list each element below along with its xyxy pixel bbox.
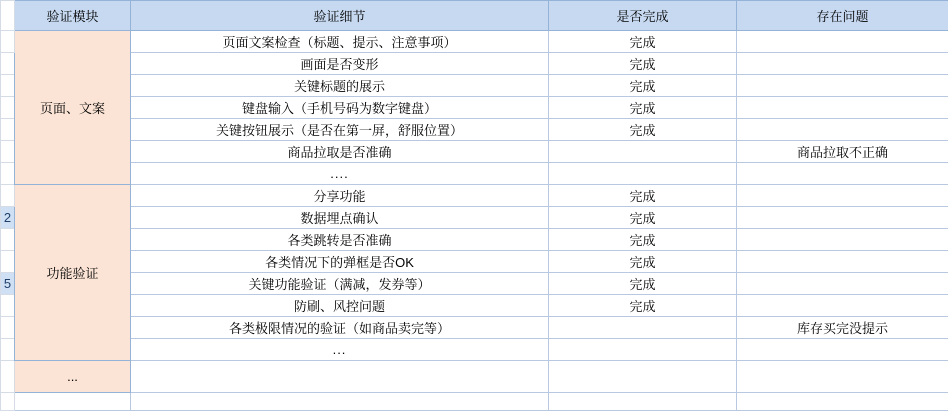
table-row [1,163,948,185]
table-row [1,273,948,295]
table-row [1,207,948,229]
detail-cell[interactable]: 各类情况下的弹框是否OK [131,251,549,273]
detail-cell[interactable]: 数据埋点确认 [131,207,549,229]
table-header [1,1,948,31]
header-row [1,1,948,31]
row-number-cell[interactable]: 5 [1,273,15,295]
detail-cell[interactable]: 页面文案检查（标题、提示、注意事项） [131,31,549,53]
row-number-cell[interactable] [1,119,15,141]
issue-cell[interactable] [737,53,948,75]
issue-cell[interactable] [737,295,948,317]
table-body [1,31,948,411]
issue-cell[interactable]: 商品拉取不正确 [737,141,948,163]
column-header-detail: 验证细节 [131,1,549,31]
done-cell[interactable] [549,361,737,393]
table-row [1,361,948,393]
detail-cell[interactable]: .... [131,163,549,185]
column-header-module: 验证模块 [15,1,131,31]
table-row-empty [1,393,948,411]
issue-cell[interactable] [737,361,948,393]
detail-cell[interactable]: 各类极限情况的验证（如商品卖完等） [131,317,549,339]
done-cell[interactable]: 完成 [549,75,737,97]
detail-cell[interactable]: 关键功能验证（满减，发券等） [131,273,549,295]
column-header-issue: 存在问题 [737,1,948,31]
detail-cell[interactable]: 键盘输入（手机号码为数字键盘） [131,97,549,119]
row-number-cell[interactable] [1,317,15,339]
row-number-cell[interactable] [1,339,15,361]
done-cell[interactable]: 完成 [549,251,737,273]
done-cell[interactable]: 完成 [549,53,737,75]
empty-cell-module[interactable] [15,393,131,411]
issue-cell[interactable]: 库存买完没提示 [737,317,948,339]
done-cell[interactable]: 完成 [549,185,737,207]
detail-cell[interactable] [131,361,549,393]
module-cell-more[interactable]: ... [15,361,131,393]
row-number-cell[interactable] [1,185,15,207]
issue-cell[interactable] [737,273,948,295]
empty-cell-detail[interactable] [131,393,549,411]
table-row [1,229,948,251]
detail-cell[interactable]: 关键按钮展示（是否在第一屏，舒服位置） [131,119,549,141]
detail-cell[interactable]: 关键标题的展示 [131,75,549,97]
issue-cell[interactable] [737,207,948,229]
table-row [1,295,948,317]
issue-cell[interactable] [737,251,948,273]
done-cell[interactable] [549,163,737,185]
detail-cell[interactable]: 商品拉取是否准确 [131,141,549,163]
table-row [1,97,948,119]
table-row [1,141,948,163]
detail-cell[interactable]: 各类跳转是否准确 [131,229,549,251]
done-cell[interactable]: 完成 [549,295,737,317]
table-row [1,119,948,141]
empty-cell-issue[interactable] [737,393,948,411]
row-number-cell[interactable] [1,97,15,119]
row-number-cell[interactable] [1,361,15,393]
issue-cell[interactable] [737,75,948,97]
done-cell[interactable]: 完成 [549,119,737,141]
detail-cell[interactable]: 防刷、风控问题 [131,295,549,317]
detail-cell[interactable]: 画面是否变形 [131,53,549,75]
done-cell[interactable] [549,141,737,163]
module-cell-pages[interactable]: 页面、文案 [15,31,131,185]
table-row [1,75,948,97]
empty-cell-done[interactable] [549,393,737,411]
issue-cell[interactable] [737,97,948,119]
detail-cell[interactable]: 分享功能 [131,185,549,207]
row-number-cell[interactable] [1,163,15,185]
table-row [1,339,948,361]
done-cell[interactable]: 完成 [549,31,737,53]
issue-cell[interactable] [737,119,948,141]
table-row [1,31,948,53]
row-number-cell[interactable] [1,251,15,273]
table-row [1,317,948,339]
row-number-cell[interactable]: 2 [1,207,15,229]
row-number-cell[interactable] [1,75,15,97]
done-cell[interactable]: 完成 [549,207,737,229]
table-row [1,53,948,75]
issue-cell[interactable] [737,185,948,207]
row-number-cell[interactable] [1,229,15,251]
table-row [1,185,948,207]
done-cell[interactable]: 完成 [549,273,737,295]
row-number-cell[interactable] [1,53,15,75]
row-number-cell[interactable] [1,141,15,163]
issue-cell[interactable] [737,163,948,185]
done-cell[interactable] [549,317,737,339]
done-cell[interactable]: 完成 [549,97,737,119]
row-number-header [1,1,15,31]
issue-cell[interactable] [737,339,948,361]
issue-cell[interactable] [737,31,948,53]
row-number-cell[interactable] [1,295,15,317]
column-header-done: 是否完成 [549,1,737,31]
row-number-cell[interactable] [1,393,15,411]
done-cell[interactable] [549,339,737,361]
module-cell-functions[interactable]: 功能验证 [15,185,131,361]
done-cell[interactable]: 完成 [549,229,737,251]
row-number-cell[interactable] [1,31,15,53]
detail-cell[interactable]: ... [131,339,549,361]
issue-cell[interactable] [737,229,948,251]
table-row [1,251,948,273]
